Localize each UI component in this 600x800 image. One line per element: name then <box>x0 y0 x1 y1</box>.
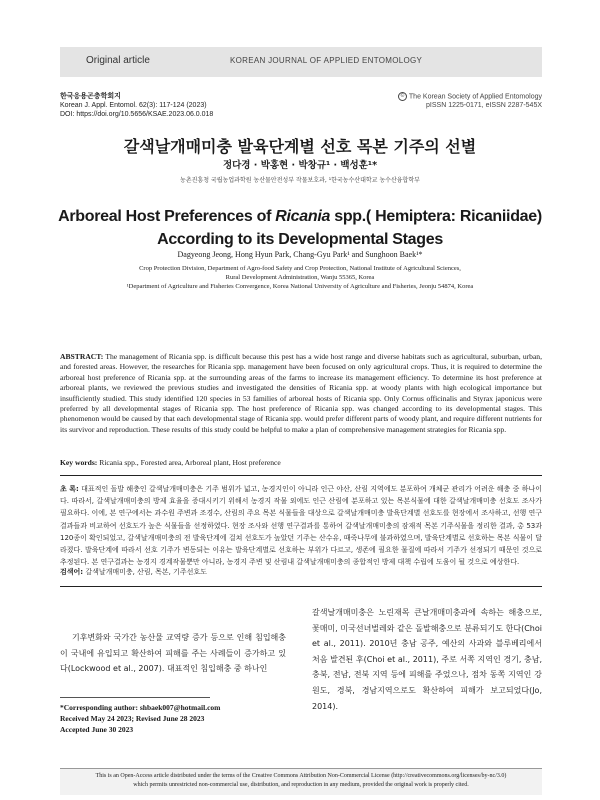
authors-korean: 정다경 · 박홍현 · 박창규¹ · 백성훈¹* <box>222 160 378 171</box>
corresponding-author: *Corresponding author: shbaek007@hotmail.com <box>60 703 221 712</box>
license-line-1: This is an Open-Access article distributed under the terms of the Creative Commons Attribution Non-Commercial License (http://creativecommons.org/licenses/by-nc/3.0) <box>95 773 507 779</box>
footnote <box>60 702 286 735</box>
title-english <box>40 205 560 251</box>
abstract-ko-label: 초 록: <box>60 485 79 493</box>
abstract-text: The management of Ricania spp. is difficult because this pest has a wide host range and diverse habitats such as agricultural, suburban, urban, and forested areas. However, the researches for Ricania spp. management have been focused on only agricultural crops. Thus, it is required to determine the arboreal host preference of Ricania spp. at the surrounding areas of the farms to increase its management efficiency. To determine its host preference at arboreal plants, we reviewed the previous studies and investigated the densities of Ricania spp. at woody plants with high ecological importance but insufficiently studied. This study identified 120 species in 53 families of arboreal hosts of Ricania spp. Only Cornus officinalis and Styrax japonicus were preferred by all developmental stages of Ricania spp. The host preference of Ricania spp. was changed according to its developmental stages. This phenomenon would be caused by that each developmental stage of Ricania spp. would prefer different parts of woody plant, and require different nutrients for its survivor and reproduction. These results of this study could be helpful to make a plan of comprehensive management strategies for Ricania spp. <box>60 352 543 434</box>
footnote-divider <box>60 697 210 698</box>
received-dates: Received May 24 2023; Revised June 28 2023 <box>60 714 205 723</box>
journal-banner: KOREAN JOURNAL OF APPLIED ENTOMOLOGY <box>230 56 423 65</box>
copyright-text: The Korean Society of Applied Entomology <box>408 93 542 101</box>
license-box <box>60 768 542 795</box>
keywords-ko-text: 갈색날개매미충, 산림, 목본, 기주선호도 <box>85 568 207 576</box>
journal-citation: Korean J. Appl. Entomol. 62(3): 117-124 (2023) <box>60 102 207 109</box>
keywords-text: Ricania spp., Forested area, Arboreal plant, Host preference <box>99 458 281 467</box>
title-en-prefix: Arboreal Host Preferences of <box>58 208 276 225</box>
affiliation-en-1: Crop Protection Division, Department of Agro-food Safety and Crop Protection, National Institute of Agricultural Sciences, <box>139 265 461 272</box>
copyright-line <box>360 92 542 101</box>
body-column-right: 갈색날개매미충은 노린재목 큰날개매미충과에 속하는 해충으로, 꽃매미, 미국선녀벌레와 같은 돌발해충으로 분류되기도 한다(Choi et al., 2011). 2010년 충남 공주, 예산의 사과와 블루베리에서 처음 발견된 후(Choi et al., 2011), 주로 서쪽 지역인 경기, 충남, 충북, 전남, 전북 지역 등에 피해를 주었으나, 점차 동쪽 지역인 강원도, 경북, 경남지역으로도 확산하여 피해가 보고되었다(Jo, 2014). <box>312 608 542 711</box>
abstract-ko-text: 대표적인 돌발 해충인 갈색날개매미충은 기주 범위가 넓고, 농경지인이 아니라 인근 야산, 산림 지역에도 분포하여 개체군 관리가 어려운 해충 중 하나이다. 따라서, 갈색날개매미충의 방제 효율을 증대시키기 위해서 농경지 작물 외에도 인근 산림에 분포하고 있는 목본식물에 대한 갈색날개매미충 선호도 조사가 필요하다. 이에, 본 연구에서는 과수원 주변과 조경수, 산림의 주요 목본 식물들을 대상으로 갈색날개매미충 발육단계별 선호도를 현장에서 조사하고, 선행 연구결과들과 비교하여 선호도가 높은 식물들을 선정하였다. 현장 조사와 선행 연구결과를 통하여 갈색날개매미충의 잠재적 목본 기주식물을 정리한 결과, 총 53과 120종이 확인되었고, 갈색날개매미충의 전 발육단계에 걸쳐 선호도가 높았던 기주는 산수유, 때죽나무에 불과하였으며, 발육단계별로 선호하는 목본 식물이 달라졌다. 발육단계에 따라서 선호 기주가 변동되는 이유는 발육단계별로 선호하는 부위가 다르고, 생존에 필요한 물질에 따라서 기주가 선정되기 때문인 것으로 추정된다. 본 연구결과는 농경지 경계작물뿐만 아니라, 농경지 주변 및 산림내 갈색날개매미충의 종합적인 방제 대책 수립에 도움이 될 것으로 예상한다. <box>60 485 542 567</box>
keywords-divider <box>60 586 542 587</box>
article-type-label: Original article <box>86 55 150 66</box>
doi-link[interactable]: DOI: https://doi.org/10.5656/KSAE.2023.06.0.018 <box>60 111 214 118</box>
journal-name-ko: 한국응용곤충학회지 <box>60 92 121 100</box>
keywords-ko-label: 검색어: <box>60 568 84 576</box>
title-en-genus: Ricania <box>275 208 331 225</box>
keywords-korean <box>60 567 542 577</box>
affiliation-en-2: Rural Development Administration, Wanju 55365, Korea <box>225 274 375 281</box>
abstract-divider <box>60 475 542 476</box>
copyright-icon: © <box>398 92 407 101</box>
abstract-english <box>60 352 542 435</box>
keywords-english <box>60 458 542 468</box>
authors-english: Dagyeong Jeong, Hong Hyun Park, Chang-Gyu Park¹ and Sunghoon Baek¹* <box>177 250 423 259</box>
affiliation-en-3: ¹Department of Agriculture and Fisheries Convergence, Korea National University of Agriculture and Fisheries, Jeonju 54874, Korea <box>126 283 474 290</box>
accepted-date: Accepted June 30 2023 <box>60 725 134 734</box>
abstract-korean <box>60 483 542 568</box>
body-column-left: 기후변화와 국가간 농산물 교역량 증가 등으로 인해 침입해충이 국내에 유입되고 확산하여 피해를 주는 사례들이 증가하고 있다(Lockwood et al., 2007). 대표적인 침입해충 중 하나인 <box>60 633 286 674</box>
title-korean: 갈색날개매미충 발육단계별 선호 목본 기주의 선별 <box>123 137 477 156</box>
issn-line: pISSN 1225-0171, eISSN 2287-545X <box>426 102 542 109</box>
license-line-2: which permits unrestricted non-commercial use, distribution, and reproduction in any medium, provided the original work is properly cited. <box>133 781 469 788</box>
abstract-label: ABSTRACT: <box>60 352 104 361</box>
affiliation-korean: 농촌진흥청 국립농업과학원 농산물안전성부 작물보호과, ¹한국농수산대학교 농수산융합학부 <box>180 177 420 184</box>
keywords-label: Key words: <box>60 458 98 467</box>
title-en-line2: According to its Developmental Stages <box>157 231 443 248</box>
title-en-suffix: spp.( Hemiptera: Ricaniidae) <box>330 208 542 225</box>
